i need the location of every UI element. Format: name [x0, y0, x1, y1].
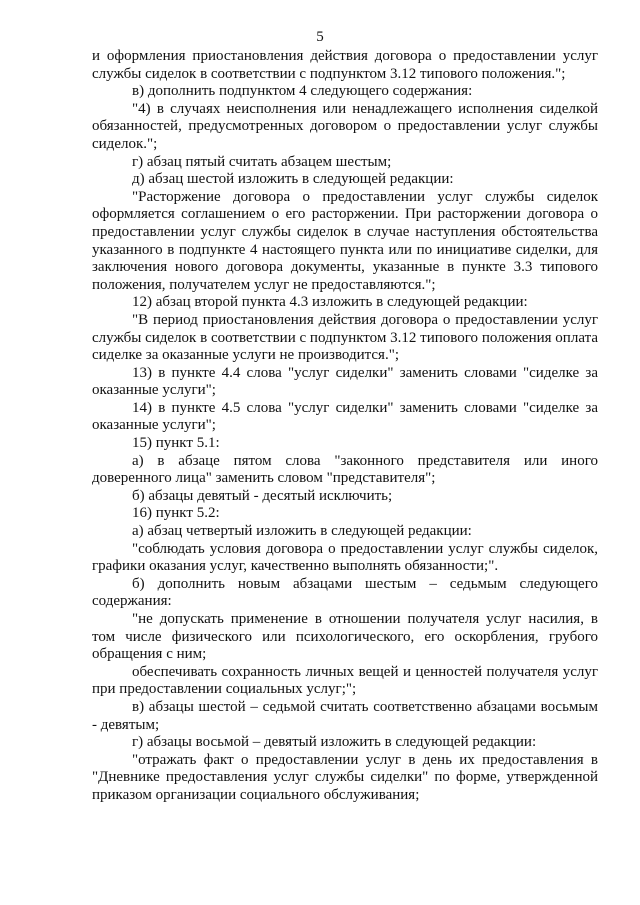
paragraph: 12) абзац второй пункта 4.3 изложить в следующей редакции: — [132, 294, 528, 311]
paragraph: 14) в пункте 4.5 слова "услуг сиделки" заменить словами "сиделке за оказанные услуги"; — [92, 399, 598, 434]
paragraph: 16) пункт 5.2: — [132, 505, 220, 522]
paragraph: "4) в случаях неисполнения или ненадлежащего исполнения сиделкой обязанностей, предусмотренных договором о предоставлении услуг службы сиделок."; — [92, 100, 598, 152]
paragraph: г) абзацы восьмой – девятый изложить в следующей редакции: — [132, 734, 537, 751]
paragraph: в) дополнить подпунктом 4 следующего содержания: — [132, 83, 473, 100]
paragraph: "не допускать применение в отношении получателя услуг насилия, в том числе физического или психологического, его оскорбления, грубого обращения с ним; — [92, 611, 598, 663]
paragraph: а) в абзаце пятом слова "законного представителя или иного доверенного лица" заменить словом "представителя"; — [92, 452, 598, 487]
paragraph: 13) в пункте 4.4 слова "услуг сиделки" заменить словами "сиделке за оказанные услуги"; — [92, 364, 598, 399]
paragraph: 15) пункт 5.1: — [132, 435, 220, 452]
paragraph: и оформления приостановления действия договора о предоставлении услуг службы сиделок в соответствии с подпунктом 3.12 типового положения."; — [92, 48, 598, 82]
paragraph: обеспечивать сохранность личных вещей и ценностей получателя услуг при предоставлении социальных услуг;"; — [92, 663, 598, 698]
paragraph: "отражать факт о предоставлении услуг в день их предоставления в "Дневнике предоставления услуг службы сиделки" по форме, утвержденной приказом организации социального обслуживания; — [92, 751, 598, 803]
paragraph: "Расторжение договора о предоставлении услуг службы сиделок оформляется соглашением о его расторжении. При расторжении договора о предоставлении услуг службы сиделок в случае наступления обстоятельства указанного в подпункте 4 настоящего пункта или по инициативе сиделки, для заключения нового договора документы, указанные в пункте 3.3 типового положения, получателем услуг не предоставляются."; — [92, 188, 598, 293]
page-number: 5 — [316, 29, 324, 45]
paragraph: а) абзац четвертый изложить в следующей редакции: — [132, 523, 472, 540]
document-body — [92, 48, 598, 805]
paragraph: б) дополнить новым абзацами шестым – седьмым следующего содержания: — [92, 575, 598, 610]
paragraph: в) абзацы шестой – седьмой считать соответственно абзацами восьмым - девятым; — [92, 698, 598, 733]
paragraph: "соблюдать условия договора о предоставлении услуг службы сиделок, графики оказания услуг, качественно выполнять обязанности;". — [92, 540, 598, 575]
paragraph: д) абзац шестой изложить в следующей редакции: — [132, 171, 454, 188]
paragraph: "В период приостановления действия договора о предоставлении услуг службы сиделок в соответствии с подпунктом 3.12 типового положения оплата сиделке за оказанные услуги не производится."; — [92, 311, 598, 364]
paragraph: г) абзац пятый считать абзацем шестым; — [132, 153, 392, 170]
paragraph: б) абзацы девятый - десятый исключить; — [132, 487, 393, 504]
